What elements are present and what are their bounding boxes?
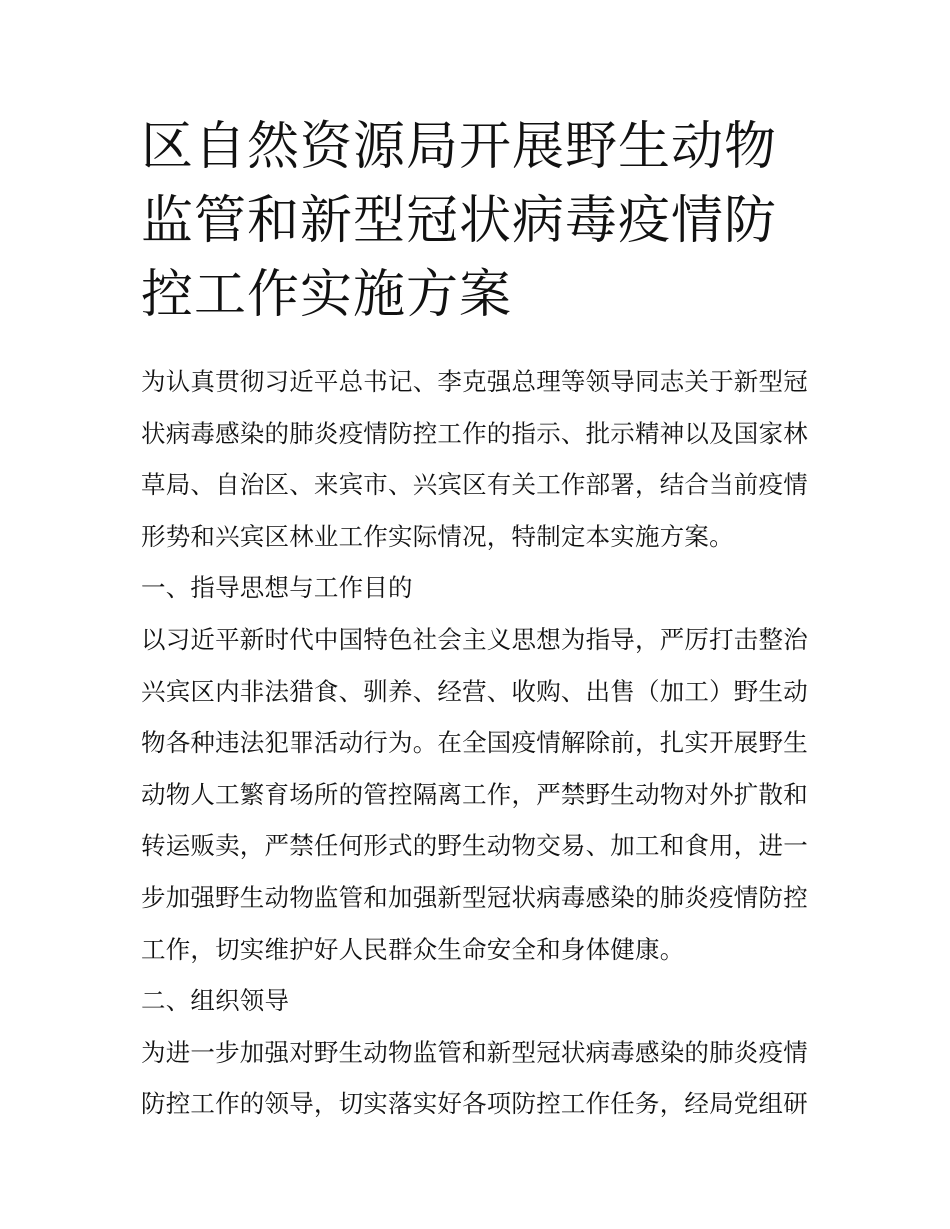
intro-paragraph: 为认真贯彻习近平总书记、李克强总理等领导同志关于新型冠状病毒感染的肺炎疫情防控工作的指示、批示精神以及国家林草局、自治区、来宾市、兴宾区有关工作部署，结合当前疫情形势和兴宾区林业工作实际情况，特制定本实施方案。	[141, 367, 808, 551]
document-title: 区自然资源局开展野生动物监管和新型冠状病毒疫情防控工作实施方案	[141, 117, 778, 325]
section-heading-organization: 二、组织领导	[141, 986, 290, 1016]
document-body	[141, 356, 817, 1130]
guiding-ideology-paragraph: 以习近平新时代中国特色社会主义思想为指导，严厉打击整治兴宾区内非法猎食、驯养、经营、收购、出售（加工）野生动物各种违法犯罪活动行为。在全国疫情解除前，扎实开展野生动物人工繁育场所的管控隔离工作，严禁野生动物对外扩散和转运贩卖，严禁任何形式的野生动物交易、加工和食用，进一步加强野生动物监管和加强新型冠状病毒感染的肺炎疫情防控工作，切实维护好人民群众生命安全和身体健康。	[141, 624, 808, 964]
section-heading-guiding-ideology: 一、指导思想与工作目的	[141, 573, 413, 603]
organization-paragraph: 为进一步加强对野生动物监管和新型冠状病毒感染的肺炎疫情防控工作的领导，切实落实好各项防控工作任务，经局党组研	[141, 1037, 808, 1119]
